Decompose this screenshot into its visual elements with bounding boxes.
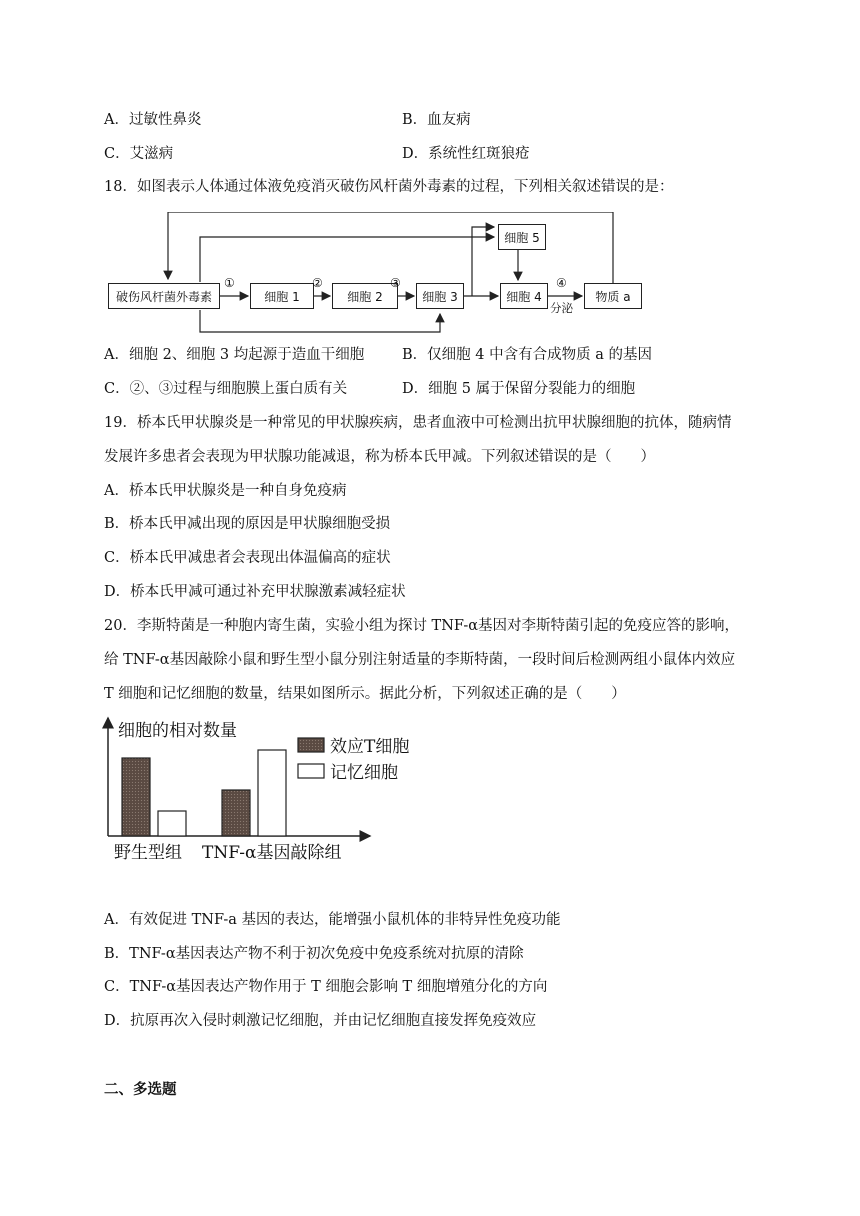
- legend-swatch-effector: [298, 738, 324, 752]
- q18-stem: 18．如图表示人体通过体液免疫消灭破伤风杆菌外毒素的过程，下列相关叙述错误的是：: [104, 179, 674, 195]
- cell1-box: 细胞 1: [250, 283, 314, 309]
- flow-arrows: [100, 212, 660, 342]
- q19-stem-line2: 发展许多患者会表现为甲状腺功能减退，称为桥本氏甲减。下列叙述错误的是（ ）: [104, 449, 655, 465]
- q20-option-c: C．TNF-α基因表达产物作用于 T 细胞会影响 T 细胞增殖分化的方向: [104, 979, 548, 995]
- q20-option-d: D．抗原再次入侵时刺激记忆细胞，并由记忆细胞直接发挥免疫效应: [104, 1013, 537, 1029]
- q19-option-d: D．桥本氏甲减可通过补充甲状腺激素减轻症状: [104, 584, 406, 600]
- step-3-label: ③: [390, 276, 401, 290]
- substance-a-box: 物质 a: [584, 283, 642, 309]
- secrete-label: 分泌: [550, 301, 573, 315]
- q19-stem-line1: 19．桥本氏甲状腺炎是一种常见的甲状腺疾病，患者血液中可检测出抗甲状腺细胞的抗体，随病情: [104, 415, 732, 431]
- legend-label-memory: 记忆细胞: [330, 763, 398, 783]
- q20-stem-line3: T 细胞和记忆细胞的数量，结果如图所示。据此分析，下列叙述正确的是（ ）: [104, 686, 626, 702]
- q17-option-b: B．血友病: [402, 112, 471, 128]
- bar-memory-wildtype: [158, 811, 186, 836]
- cell4-box: 细胞 4: [500, 283, 548, 309]
- legend-swatch-memory: [298, 764, 324, 778]
- cell3-box: 细胞 3: [416, 283, 464, 309]
- q18-option-a: A．细胞 2、细胞 3 均起源于造血干细胞: [104, 347, 365, 363]
- chart-ylabel: 细胞的相对数量: [118, 721, 237, 741]
- category-label-wildtype: 野生型组: [114, 843, 182, 863]
- bar-effector-knockout: [222, 790, 250, 836]
- cell-count-bar-chart: [98, 712, 410, 863]
- q20-option-b: B．TNF-α基因表达产物不利于初次免疫中免疫系统对抗原的清除: [104, 946, 524, 962]
- legend-label-effector: 效应T细胞: [330, 737, 410, 757]
- q19-option-b: B．桥本氏甲减出现的原因是甲状腺细胞受损: [104, 516, 391, 532]
- toxin-box: 破伤风杆菌外毒素: [108, 283, 220, 309]
- q20-stem-line2: 给 TNF-α基因敲除小鼠和野生型小鼠分别注射适量的李斯特菌，一段时间后检测两组小鼠体内效应: [104, 652, 736, 668]
- immune-flow-diagram: [100, 212, 660, 342]
- bar-effector-wildtype: [122, 758, 150, 836]
- q17-option-c: C．艾滋病: [104, 146, 174, 162]
- q18-option-c: C．②、③过程与细胞膜上蛋白质有关: [104, 381, 348, 397]
- q18-option-b: B．仅细胞 4 中含有合成物质 a 的基因: [402, 347, 652, 363]
- section-title: 二、多选题: [104, 1081, 177, 1098]
- step-1-label: ①: [224, 276, 235, 290]
- cell5-box: 细胞 5: [498, 224, 546, 250]
- q20-option-a: A．有效促进 TNF-a 基因的表达，能增强小鼠机体的非特异性免疫功能: [104, 912, 561, 928]
- q19-option-a: A．桥本氏甲状腺炎是一种自身免疫病: [104, 483, 347, 499]
- cell2-box: 细胞 2: [332, 283, 398, 309]
- bar-memory-knockout: [258, 750, 286, 836]
- q17-option-d: D．系统性红斑狼疮: [402, 146, 530, 162]
- q20-stem-line1: 20．李斯特菌是一种胞内寄生菌，实验小组为探讨 TNF-α基因对李斯特菌引起的免疫应答的影响，: [104, 618, 740, 634]
- q17-option-a: A．过敏性鼻炎: [104, 112, 202, 128]
- category-label-knockout: TNF-α基因敲除组: [202, 843, 342, 863]
- q18-option-d: D．细胞 5 属于保留分裂能力的细胞: [402, 381, 636, 397]
- q19-option-c: C．桥本氏甲减患者会表现出体温偏高的症状: [104, 550, 391, 566]
- step-2-label: ②: [312, 276, 323, 290]
- step-4-label: ④: [556, 276, 567, 290]
